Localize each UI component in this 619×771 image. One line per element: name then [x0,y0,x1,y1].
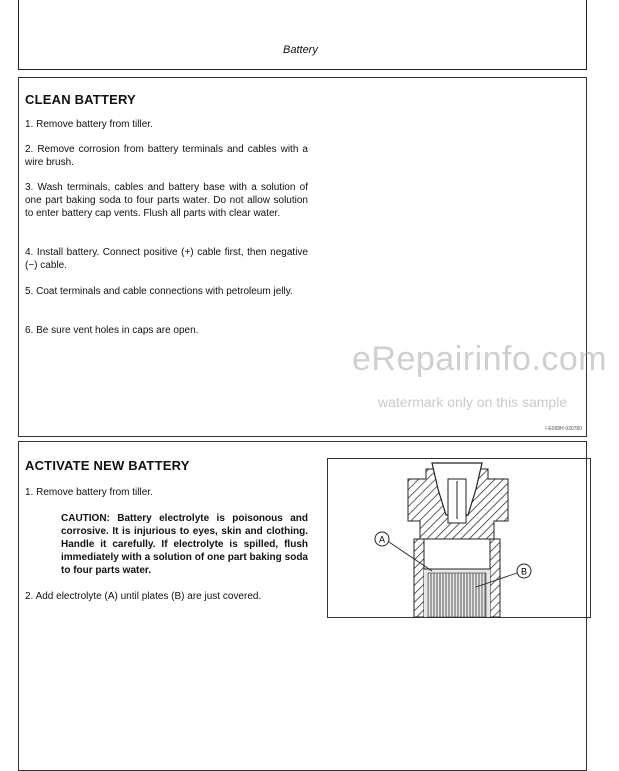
clean-step-6: 6. Be sure vent holes in caps are open. [25,325,199,336]
clean-battery-title: CLEAN BATTERY [25,92,136,107]
clean-battery-section [18,77,587,437]
activate-step-1: 1. Remove battery from tiller. [25,487,153,498]
clean-step-2: 2. Remove corrosion from battery terminals and cables with a wire brush. [25,144,308,168]
activate-battery-section [18,441,587,771]
activate-step-2: 2. Add electrolyte (A) until plates (B) are just covered. [25,591,262,602]
caution-text: CAUTION: Battery electrolyte is poisonous and corrosive. It is injurious to eyes, skin and clothing. Handle it carefully. If electrolyte is spilled, flush immediately with a solution of one part baking soda to four parts water. [61,513,308,576]
clean-step-1: 1. Remove battery from tiller. [25,119,153,130]
clean-step-3: 3. Wash terminals, cables and battery base with a solution of one part baking soda to four parts water. Do not allow solution to enter battery cap vents. Flush all parts with clear water. [25,182,308,219]
clean-step-5: 5. Coat terminals and cable connections with petroleum jelly. [25,286,293,297]
watermark-sub: watermark only on this sample [378,394,568,410]
header-rule [18,69,587,70]
watermark-main: eRepairinfo.com [352,340,608,378]
left-margin-line [18,0,19,70]
page-header-title: Battery [283,44,318,56]
callout-a-label: A [378,534,386,545]
activate-battery-title: ACTIVATE NEW BATTERY [25,458,190,473]
illustration-svg [328,459,590,617]
battery-fill-illustration [327,458,591,618]
clean-section-code: I-E068H-930780 [545,426,582,432]
callout-b-label: B [520,566,528,577]
clean-step-4: 4. Install battery. Connect positive (+) cable first, then negative (−) cable. [25,247,308,271]
right-margin-line [586,0,587,70]
